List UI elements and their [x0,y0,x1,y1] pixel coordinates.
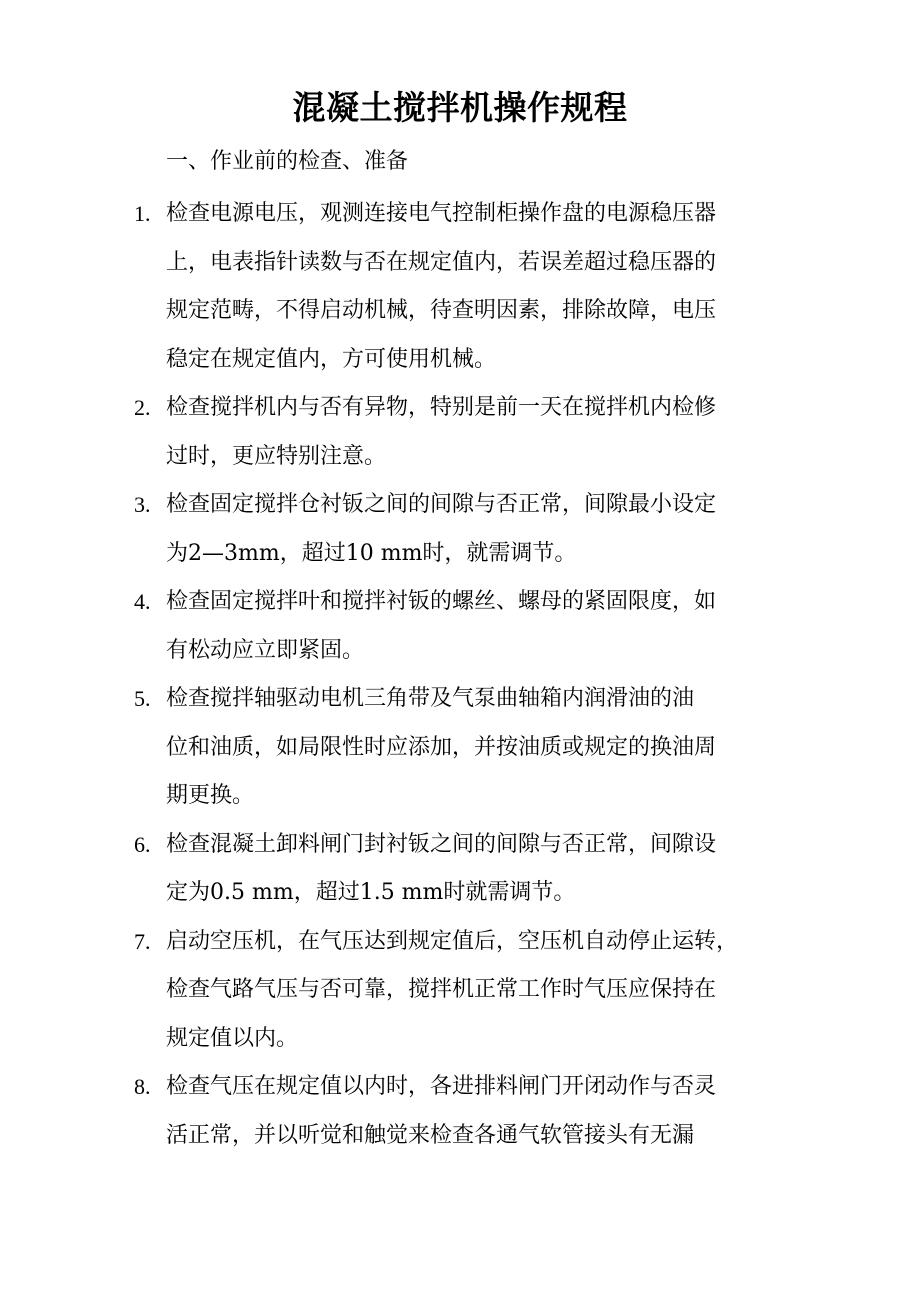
item-number: 3. [134,492,151,517]
list-item [0,675,920,821]
item-number: 8. [134,1074,151,1099]
item-number: 4. [134,589,151,614]
item-text-line: 检查电源电压，观测连接电气控制柜操作盘的电源稳压器 [166,201,717,226]
item-text-line: 检查气压在规定值以内时，各进排料闸门开闭动作与否灵 [166,1074,717,1099]
item-text [166,481,766,578]
item-text [166,918,766,1064]
item-text [166,384,766,481]
document-title: 混凝土搅拌机操作规程 [292,88,628,127]
item-text-line: 活正常，并以听觉和触觉来检查各通气软管接头有无漏 [166,1122,695,1148]
list-item [0,1063,920,1160]
item-text-line: 检查固定搅拌叶和搅拌衬钣的螺丝、螺母的紧固限度，如 [166,589,717,614]
item-text [166,190,766,384]
item-text-line: 检查气路气压与否可靠，搅拌机正常工作时气压应保持在 [166,977,717,1002]
list-item [0,821,920,918]
list-item [0,190,920,384]
item-text-line: 检查固定搅拌仓衬钣之间的间隙与否正常，间隙最小设定 [166,492,717,517]
item-text [166,1063,766,1160]
list-item [0,481,920,578]
item-text [166,578,766,675]
item-text-line: 为2—3mm，超过10 mm时，就需调节。 [166,540,577,566]
item-text-line: 规定范畴，不得启动机械，待查明因素，排除故障，电压 [166,298,717,323]
item-text-line: 期更换。 [166,783,255,808]
item-text-line: 位和油质，如局限性时应添加，并按油质或规定的换油周 [166,734,717,760]
item-text [166,675,766,821]
item-text-line: 上，电表指针读数与否在规定值内，若误差超过稳压器的 [166,249,717,275]
item-text-line: 有松动应立即紧固。 [166,637,365,663]
item-number: 5. [134,686,151,711]
list-item [0,918,920,1064]
item-text-line: 规定值以内。 [166,1025,299,1051]
item-number: 2. [134,395,151,420]
item-text-line: 启动空压机，在气压达到规定值后，空压机自动停止运转， [166,928,739,954]
item-text-line: 检查搅拌轴驱动电机三角带及气泵曲轴箱内润滑油的油 [166,686,695,711]
checklist [0,190,920,1160]
item-text-line: 检查混凝土卸料闸门封衬钣之间的间隙与否正常，间隙设 [166,831,717,857]
item-number: 7. [134,928,151,954]
item-number: 1. [134,201,151,226]
item-number: 6. [134,831,151,857]
list-item [0,578,920,675]
item-text [166,821,766,918]
section-heading: 一、作业前的检查、准备 [166,149,409,174]
item-text-line: 稳定在规定值内，方可使用机械。 [166,346,497,372]
list-item [0,384,920,481]
item-text-line: 定为0.5 mm，超过1.5 mm时就需调节。 [166,880,576,905]
item-text-line: 过时，更应特别注意。 [166,443,387,469]
item-text-line: 检查搅拌机内与否有异物，特别是前一天在搅拌机内检修 [166,395,717,420]
